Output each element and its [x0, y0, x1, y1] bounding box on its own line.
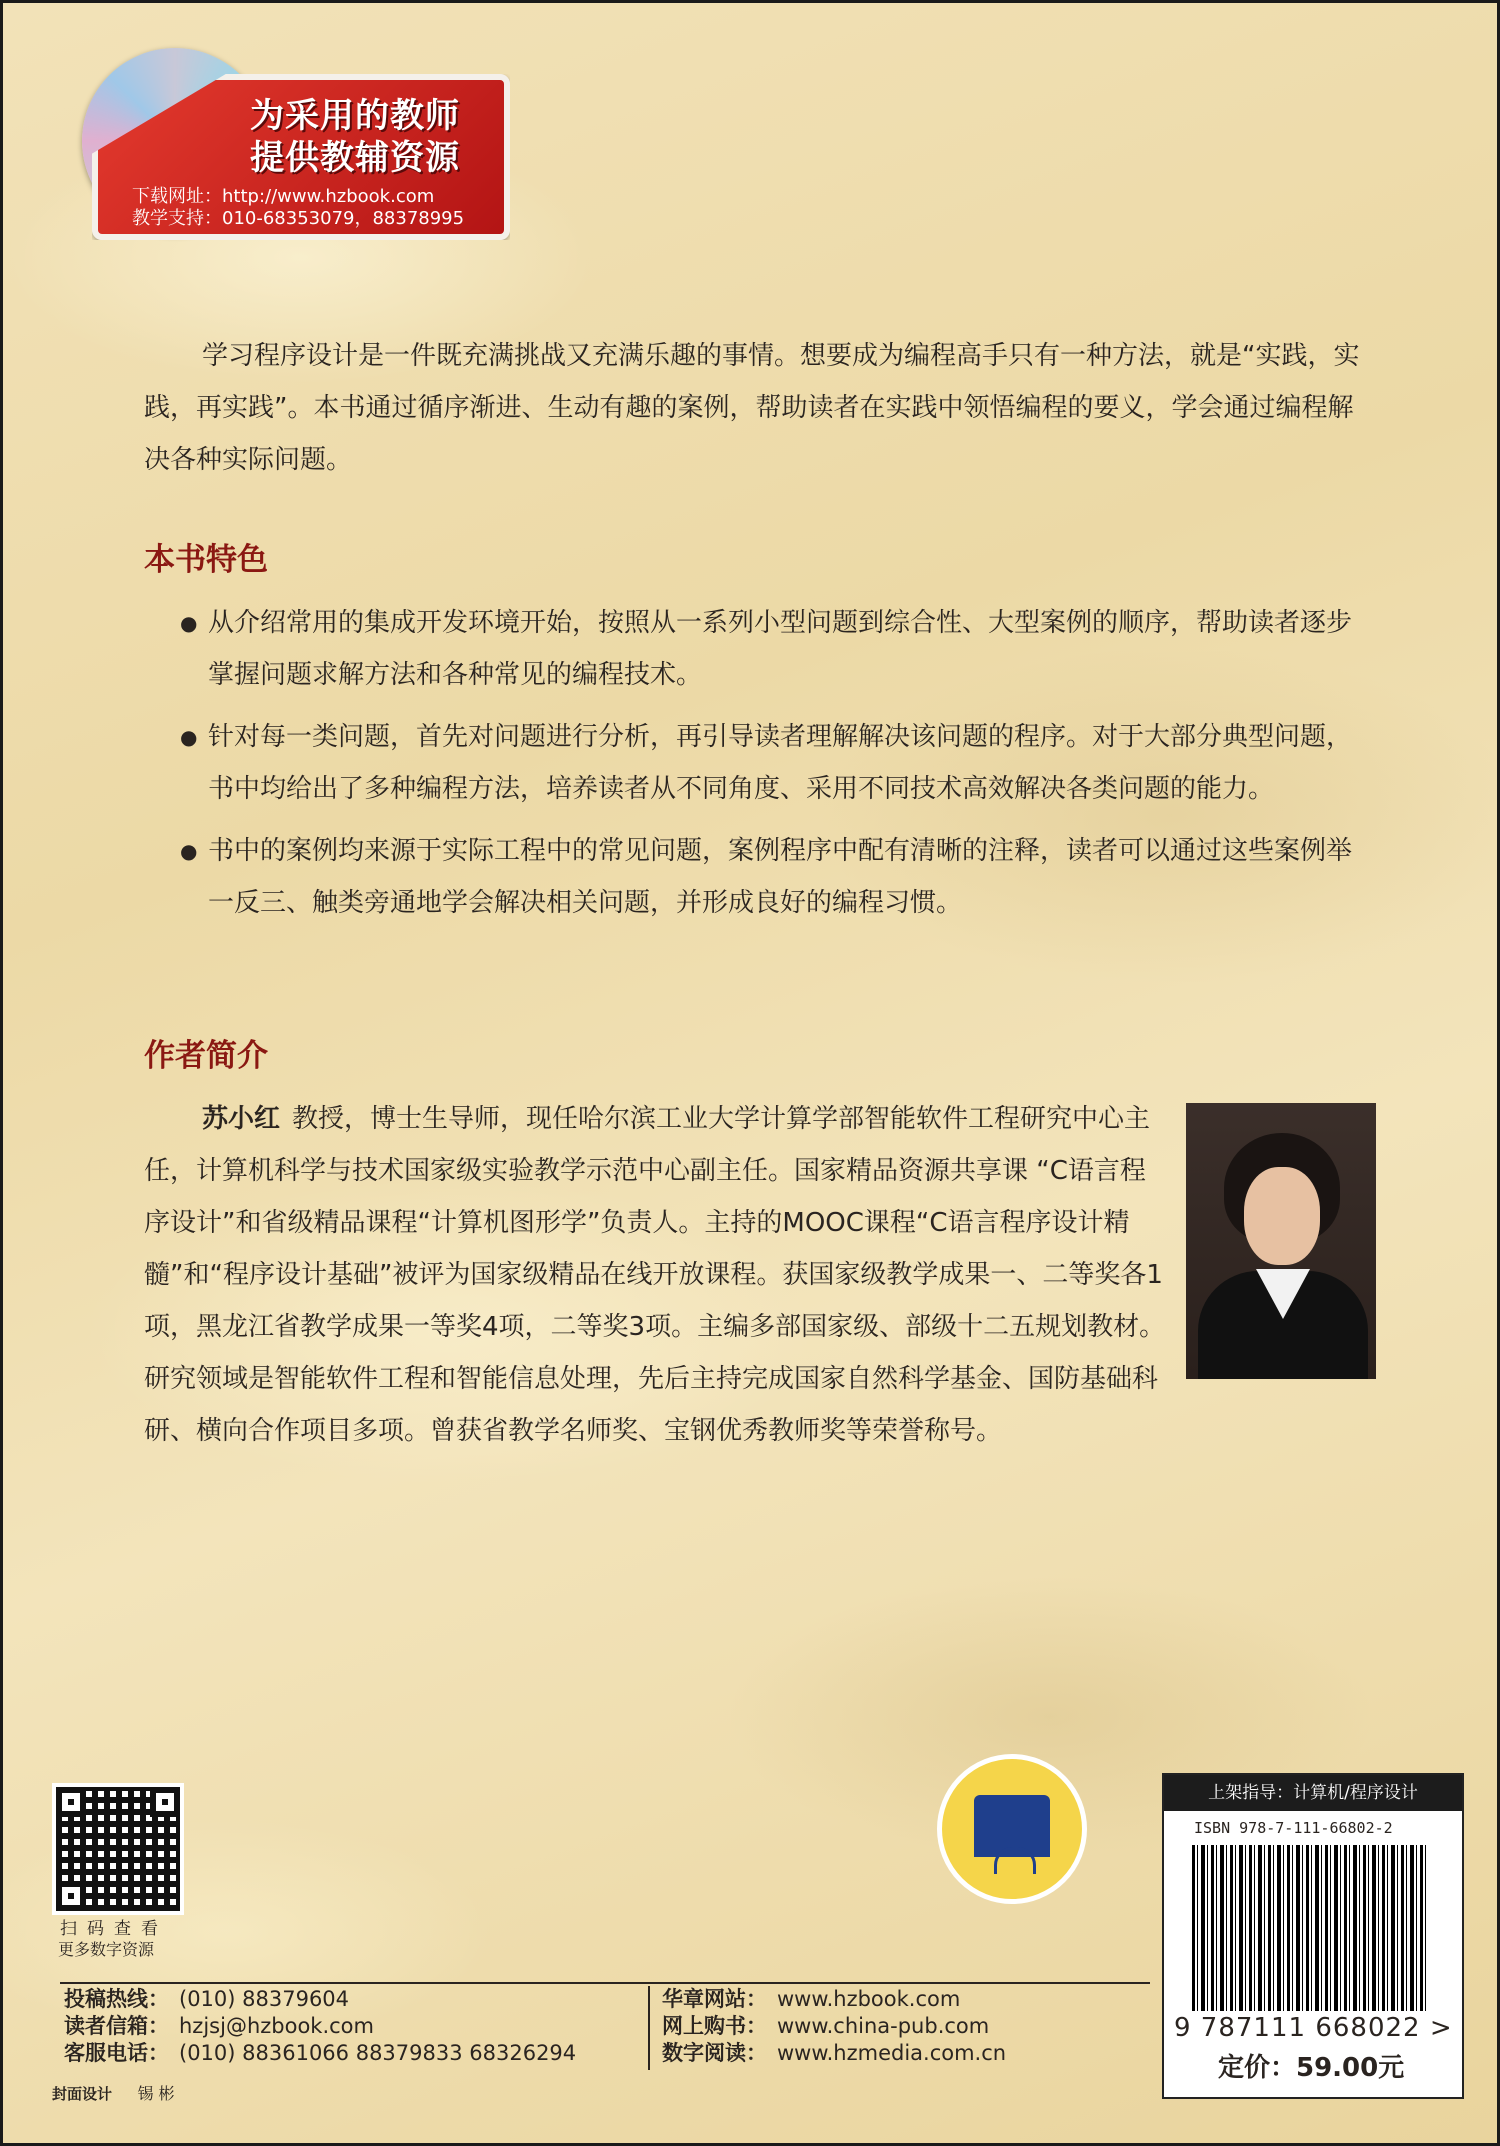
barcode: [1192, 1845, 1428, 2011]
author-photo: [1186, 1103, 1376, 1379]
barcode-number: 9 787111 668022 >: [1174, 2013, 1453, 2043]
promo-title-line1: 为采用的教师: [250, 96, 460, 136]
contact-info-left: [64, 1986, 576, 2067]
shelving-category: 上架指导：计算机/程序设计: [1164, 1775, 1462, 1811]
author-heading: 作者简介: [144, 1038, 268, 1074]
price-label: 定价：59.00元: [1218, 2053, 1405, 2083]
qr-code[interactable]: [52, 1783, 184, 1915]
teacher-resource-badge: [82, 48, 512, 244]
feature-item: ● 针对每一类问题，首先对问题进行分析，再引导读者理解解决该问题的程序。对于大部分典型问题，书中均给出了多种编程方法，培养读者从不同角度、采用不同技术高效解决各类问题的能力。: [180, 711, 1370, 815]
cover-designer: [52, 2081, 175, 2104]
promo-download-url: 下载网址：http://www.hzbook.com: [132, 186, 435, 207]
features-list: [180, 597, 1370, 939]
contact-row: 数字阅读： www.hzmedia.com.cn: [662, 2041, 1007, 2065]
features-heading: 本书特色: [144, 542, 268, 578]
author-bio-block: [144, 1093, 1376, 1457]
intro-paragraph: 学习程序设计是一件既充满挑战又充满乐趣的事情。想要成为编程高手只有一种方法，就是“实践，实践，再实践”。本书通过循序渐进、生动有趣的案例，帮助读者在实践中领悟编程的要义，学会通过编程解决各种实际问题。: [144, 341, 1360, 475]
contact-row: 投稿热线： (010) 88379604: [64, 1987, 350, 2011]
designer-name: 锡 彬: [137, 2084, 175, 2103]
contact-divider: [60, 1982, 1150, 1984]
contact-column-divider: [648, 1986, 650, 2070]
author-bio: 教授，博士生导师，现任哈尔滨工业大学计算学部智能软件工程研究中心主任，计算机科学与技术国家级实验教学示范中心副主任。国家精品资源共享课 “C语言程序设计”和省级精品课程“计算机图形学”负责人。主持的MOOC课程“C语言程序设计精髓”和“程序设计基础”被评为国家级精品在线开放课程。获国家级教学成果一、二等奖各1项，黑龙江省教学成果一等奖4项，二等奖3项。主编多部国家级、部级十二五规划教材。研究领域是智能软件工程和智能信息处理，先后主持完成国家自然科学基金、国防基础科研、横向合作项目多项。曾获省教学名师奖、宝钢优秀教师奖等荣誉称号。: [144, 1104, 1166, 1446]
contact-row: 读者信箱： hzjsj@hzbook.com: [64, 2014, 374, 2038]
contact-row: 网上购书： www.china-pub.com: [662, 2014, 990, 2038]
contact-row: 客服电话： (010) 88361066 88379833 68326294: [64, 2041, 577, 2065]
designer-label: 封面设计: [52, 2085, 113, 2103]
publisher-logo: [937, 1754, 1087, 1904]
feature-item: ● 从介绍常用的集成开发环境开始，按照从一系列小型问题到综合性、大型案例的顺序，帮助读者逐步掌握问题求解方法和各种常见的编程技术。: [180, 597, 1370, 701]
feature-item: ● 书中的案例均来源于实际工程中的常见问题，案例程序中配有清晰的注释，读者可以通过这些案例举一反三、触类旁通地学会解决相关问题，并形成良好的编程习惯。: [180, 825, 1370, 929]
promo-title-line2: 提供教辅资源: [250, 138, 460, 178]
isbn-text: ISBN 978-7-111-66802-2: [1194, 1819, 1393, 1837]
qr-caption-resources: 更多数字资源: [58, 1940, 155, 1959]
promo-support-phone: 教学支持：010-68353079，88378995: [132, 208, 465, 229]
isbn-barcode-box: [1162, 1773, 1464, 2099]
author-name: 苏小红: [202, 1104, 281, 1134]
qr-caption-scan: 扫码查看: [60, 1919, 168, 1939]
contact-row: 华章网站： www.hzbook.com: [662, 1987, 961, 2011]
contact-info-right: [662, 1986, 1006, 2067]
